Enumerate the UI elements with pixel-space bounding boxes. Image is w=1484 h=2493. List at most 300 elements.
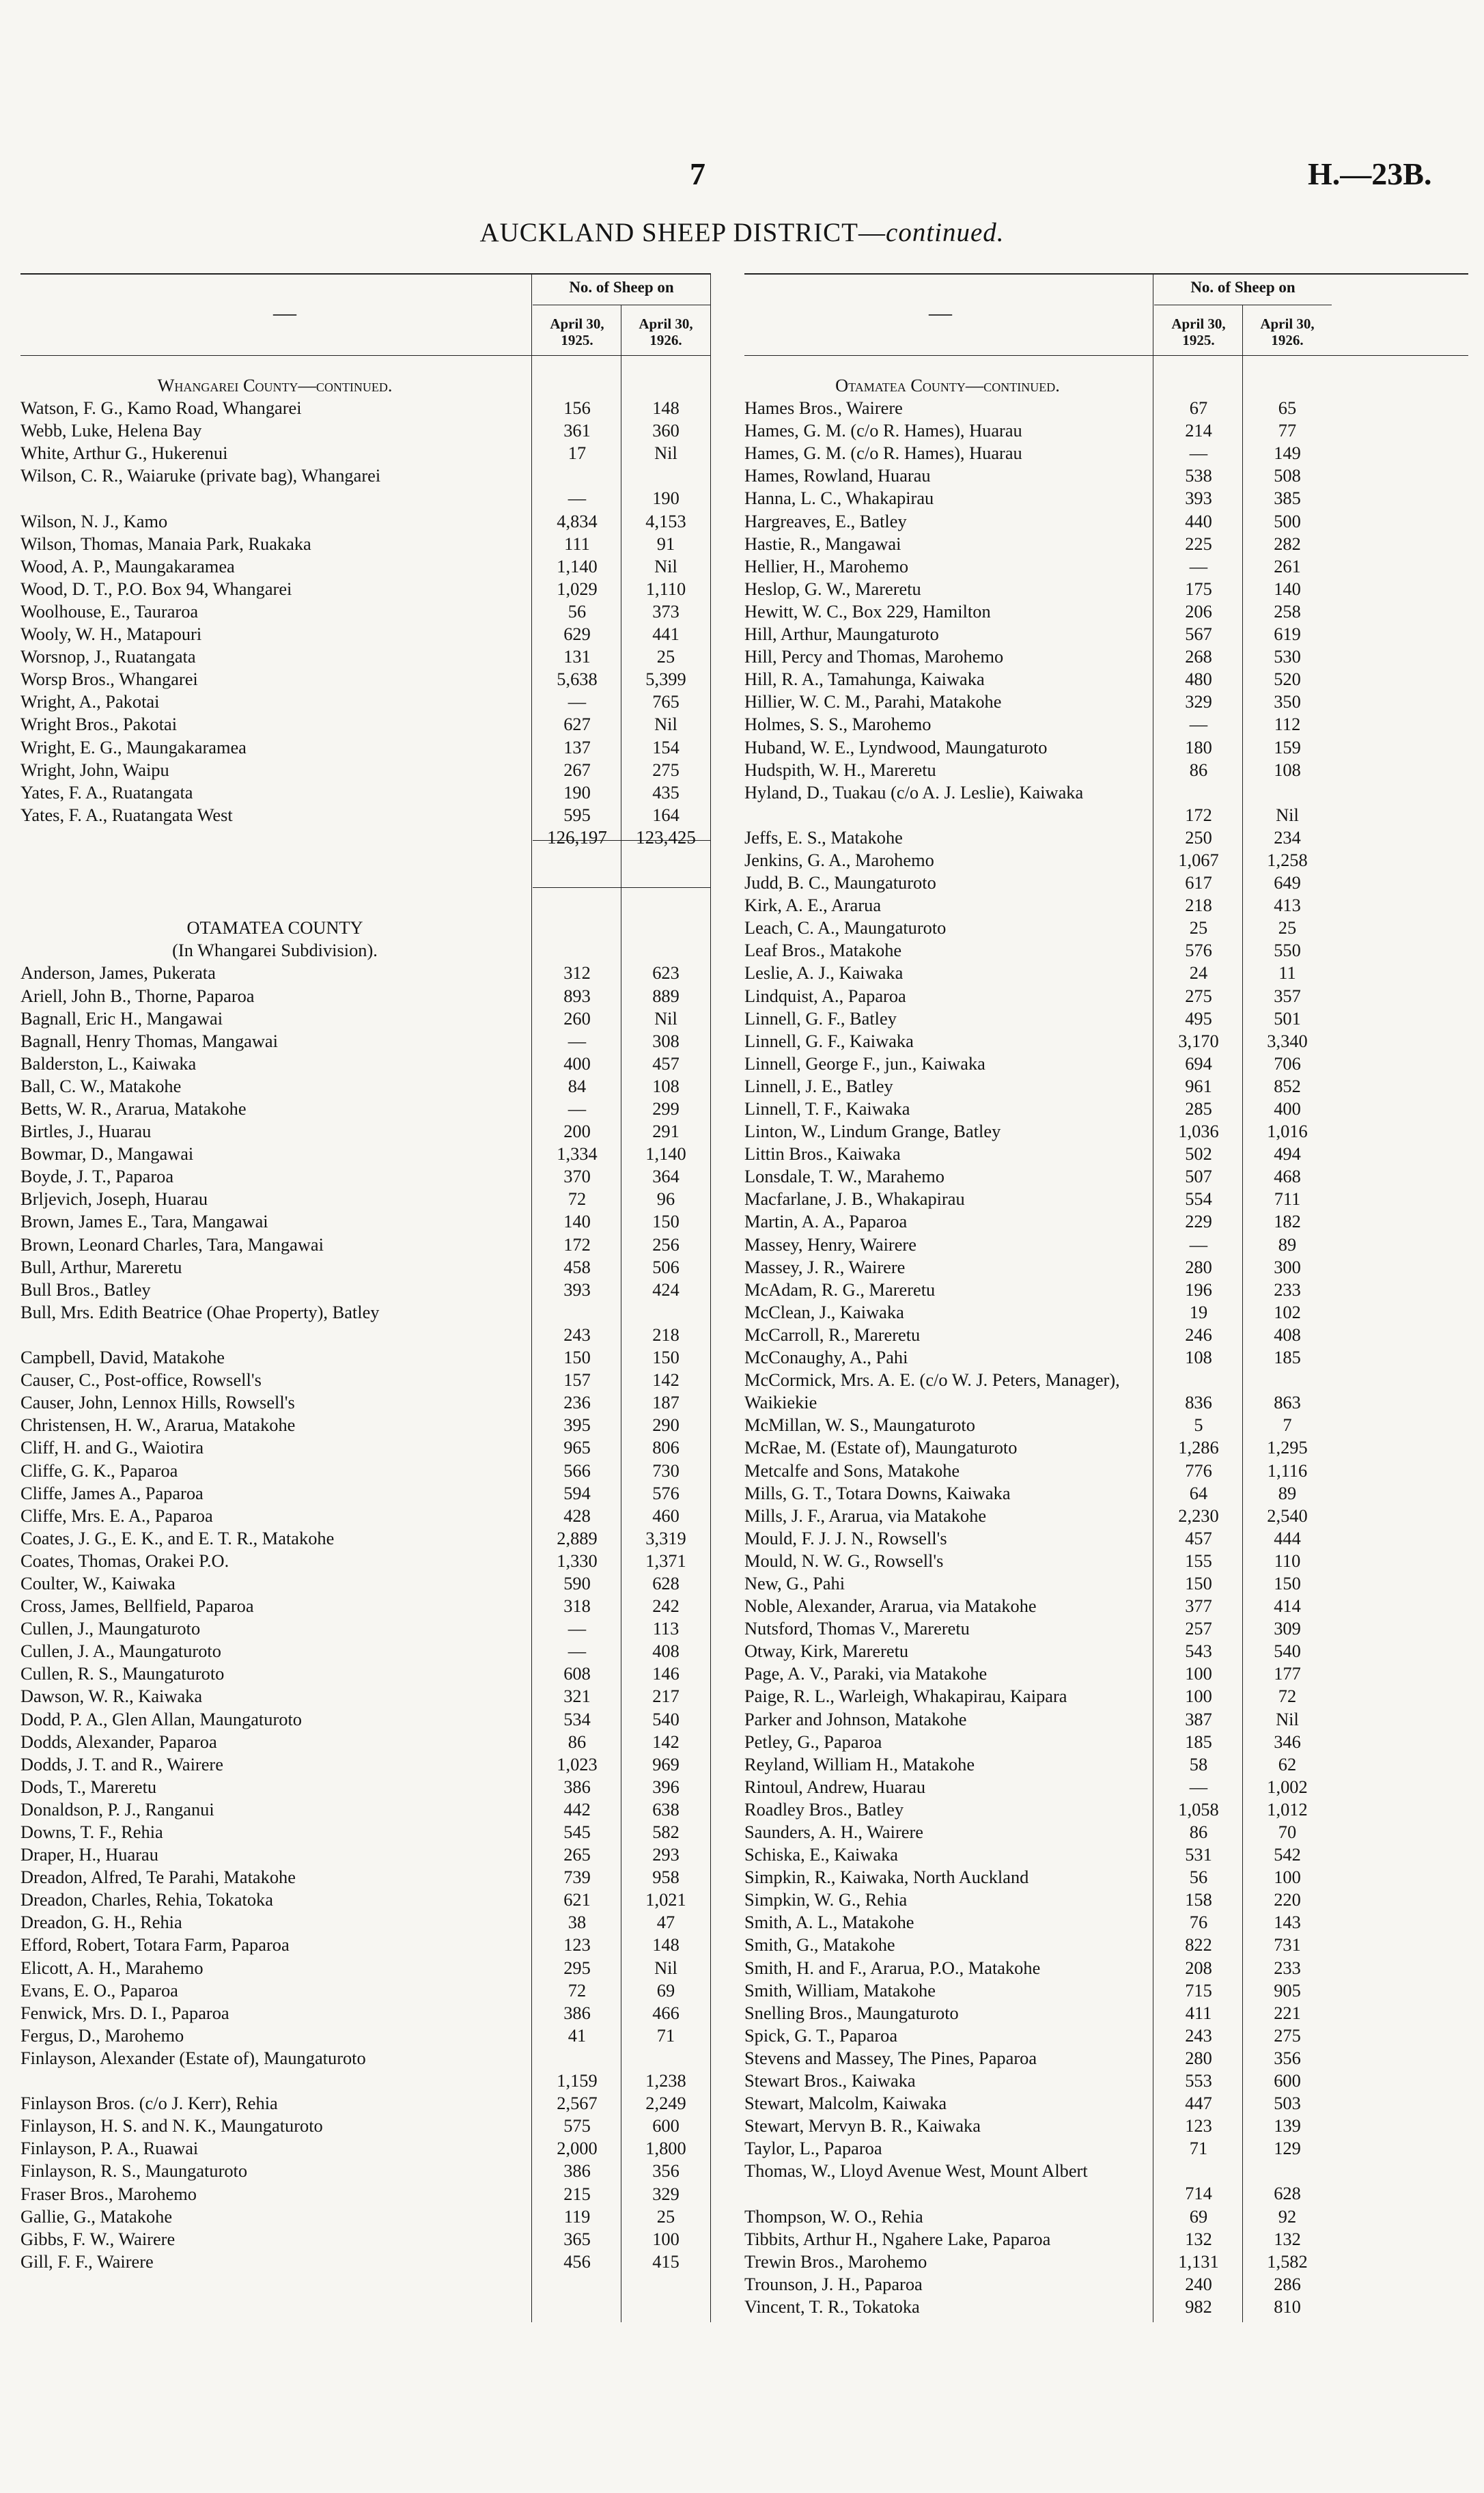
owner-name: Hill, Percy and Thomas, Marohemo bbox=[744, 646, 1004, 667]
sheep-1926: 1,582 bbox=[1267, 2251, 1308, 2272]
table-row bbox=[744, 2137, 1468, 2160]
sheep-1925: 595 bbox=[563, 804, 591, 825]
page-title-continued: continued. bbox=[886, 218, 1005, 247]
table-row bbox=[20, 1866, 710, 1889]
sheep-1925: 25 bbox=[1189, 917, 1208, 938]
sheep-1926: 540 bbox=[652, 1708, 680, 1729]
owner-name: Anderson, James, Pukerata bbox=[20, 962, 216, 984]
owner-name: Boyde, J. T., Paparoa bbox=[20, 1166, 174, 1187]
sheep-1925: — bbox=[568, 488, 587, 509]
sheep-1926: 600 bbox=[1274, 2070, 1301, 2091]
sheep-1926: 415 bbox=[652, 2251, 680, 2272]
owner-name: Thompson, W. O., Rehia bbox=[744, 2205, 923, 2227]
sheep-1925: 387 bbox=[1185, 1708, 1212, 1729]
sheep-1925: — bbox=[568, 1030, 587, 1051]
sheep-1925: 440 bbox=[1185, 510, 1212, 531]
table-row bbox=[744, 1889, 1468, 1911]
sheep-1925: 377 bbox=[1185, 1596, 1212, 1617]
sheep-1926: 129 bbox=[1274, 2138, 1301, 2159]
sheep-1925: 627 bbox=[563, 714, 591, 735]
sheep-1926: 148 bbox=[652, 1934, 680, 1955]
owner-name: Cliffe, G. K., Paparoa bbox=[20, 1460, 178, 1481]
sheep-1926: 25 bbox=[656, 2205, 675, 2227]
sheep-1926: 110 bbox=[1274, 1550, 1301, 1571]
county-heading-text: (In Whangarei Subdivision). bbox=[172, 940, 378, 961]
owner-name: Linnell, George F., jun., Kaiwaka bbox=[744, 1053, 985, 1074]
table-row bbox=[20, 1934, 710, 1956]
right-column bbox=[744, 374, 1468, 2318]
owner-name: New, G., Pahi bbox=[744, 1572, 845, 1593]
table-row bbox=[20, 1708, 710, 1731]
sheep-1925: 108 bbox=[1185, 1347, 1212, 1368]
sheep-1925: 321 bbox=[563, 1686, 591, 1707]
sheep-1925: 2,567 bbox=[557, 2093, 598, 2114]
table-row bbox=[20, 1798, 710, 1821]
sheep-1926: 600 bbox=[652, 2115, 680, 2136]
owner-name: Bull, Arthur, Mareretu bbox=[20, 1256, 182, 1277]
owner-name: Simpkin, R., Kaiwaka, North Auckland bbox=[744, 1867, 1029, 1888]
sheep-1925: 72 bbox=[568, 1188, 587, 1210]
sheep-1926: 1,012 bbox=[1267, 1798, 1308, 1820]
sheep-1926: 149 bbox=[1274, 443, 1301, 464]
sheep-1925: 608 bbox=[563, 1663, 591, 1684]
table-row bbox=[744, 645, 1468, 668]
header-bottom-rule-right bbox=[744, 355, 1468, 356]
sheep-1926: 309 bbox=[1274, 1618, 1301, 1639]
owner-name: Linnell, G. F., Kaiwaka bbox=[744, 1030, 914, 1051]
sheep-1925: 456 bbox=[563, 2251, 591, 2272]
owner-name: Causer, C., Post-office, Rowsell's bbox=[20, 1369, 262, 1391]
sheep-1925: 172 bbox=[1185, 804, 1212, 825]
sheep-1926: 958 bbox=[652, 1867, 680, 1888]
table-row bbox=[20, 1210, 710, 1233]
sheep-1925: 495 bbox=[1185, 1007, 1212, 1029]
owner-name: Bull, Mrs. Edith Beatrice (Ohae Property), Batley bbox=[20, 1301, 380, 1322]
owner-name: Evans, E. O., Paparoa bbox=[20, 1979, 178, 2001]
owner-name: Linnell, T. F., Kaiwaka bbox=[744, 1098, 910, 1119]
sheep-1926: 1,238 bbox=[645, 2070, 686, 2091]
owner-name: Page, A. V., Paraki, via Matakohe bbox=[744, 1663, 988, 1684]
owner-name: Massey, Henry, Wairere bbox=[744, 1234, 916, 1255]
sheep-1926: 540 bbox=[1274, 1641, 1301, 1662]
owner-name: Fenwick, Mrs. D. I., Paparoa bbox=[20, 2002, 229, 2023]
sheep-1926: 139 bbox=[1274, 2115, 1301, 2136]
table-row bbox=[20, 1369, 710, 1391]
sheep-1925: 157 bbox=[563, 1369, 591, 1391]
table-row bbox=[20, 1234, 710, 1256]
owner-name: Hames Bros., Wairere bbox=[744, 398, 903, 419]
sheep-1926: 286 bbox=[1274, 2273, 1301, 2294]
sheep-1925: 400 bbox=[563, 1053, 591, 1074]
table-row bbox=[744, 2002, 1468, 2024]
owner-name: Finlayson, H. S. and N. K., Maungaturoto bbox=[20, 2115, 323, 2136]
sheep-1926: 638 bbox=[652, 1798, 680, 1820]
sheep-1925: 1,334 bbox=[557, 1143, 598, 1165]
table-row bbox=[744, 1550, 1468, 1572]
sheep-1925: — bbox=[568, 1618, 587, 1639]
table-row bbox=[20, 1165, 710, 1188]
sheep-1925: 119 bbox=[563, 2205, 591, 2227]
sheep-1926: 146 bbox=[652, 1663, 680, 1684]
sheep-1925: 1,131 bbox=[1178, 2251, 1219, 2272]
table-row bbox=[744, 1821, 1468, 1843]
sheep-1925: 386 bbox=[563, 2002, 591, 2023]
sheep-1925: 250 bbox=[1185, 826, 1212, 848]
owner-name: Stewart, Malcolm, Kaiwaka bbox=[744, 2093, 947, 2114]
owner-name: Bagnall, Eric H., Mangawai bbox=[20, 1007, 223, 1029]
sheep-1926: Nil bbox=[654, 1007, 677, 1029]
sheep-1925: 2,889 bbox=[557, 1527, 598, 1548]
sheep-1925: 240 bbox=[1185, 2273, 1212, 2294]
sheep-1925: 982 bbox=[1185, 2296, 1212, 2317]
sheep-1925: 41 bbox=[568, 2024, 587, 2046]
table-row bbox=[744, 2092, 1468, 2115]
owner-name: Smith, G., Matakohe bbox=[744, 1934, 895, 1955]
table-row bbox=[20, 464, 710, 510]
table-row bbox=[20, 691, 710, 713]
sheep-1925: 24 bbox=[1189, 962, 1208, 984]
table-row bbox=[20, 985, 710, 1007]
owner-name: Stewart, Mervyn B. R., Kaiwaka bbox=[744, 2115, 981, 2136]
sheep-1926: 550 bbox=[1274, 940, 1301, 961]
sheep-1926: 373 bbox=[652, 600, 680, 622]
owner-name: Wood, A. P., Maungakaramea bbox=[20, 555, 235, 576]
spacer bbox=[20, 849, 710, 872]
sheep-1925: 567 bbox=[1185, 624, 1212, 645]
owner-name: Dawson, W. R., Kaiwaka bbox=[20, 1686, 203, 1707]
table-row bbox=[744, 1617, 1468, 1640]
owner-name: Causer, John, Lennox Hills, Rowsell's bbox=[20, 1392, 295, 1413]
sheep-1925: 554 bbox=[1185, 1188, 1212, 1210]
owner-name: Tibbits, Arthur H., Ngahere Lake, Paparoa bbox=[744, 2228, 1051, 2249]
owner-name: Holmes, S. S., Marohemo bbox=[744, 714, 932, 735]
sheep-1926: 806 bbox=[652, 1437, 680, 1458]
owner-name: Hanna, L. C., Whakapirau bbox=[744, 488, 934, 509]
spacer bbox=[20, 872, 710, 894]
sheep-1926: 25 bbox=[1278, 917, 1297, 938]
sheep-1925: 123 bbox=[1185, 2115, 1212, 2136]
sheep-1926: 619 bbox=[1274, 624, 1301, 645]
table-row bbox=[20, 804, 710, 826]
sheep-1925: 58 bbox=[1189, 1753, 1208, 1774]
sheep-1926: 329 bbox=[652, 2183, 680, 2204]
sheep-1926: 71 bbox=[656, 2024, 675, 2046]
owner-name: Wilson, N. J., Kamo bbox=[20, 510, 168, 531]
sheep-1926: 1,140 bbox=[645, 1143, 686, 1165]
owner-name: McCarroll, R., Mareretu bbox=[744, 1324, 921, 1345]
sheep-1925: 172 bbox=[563, 1234, 591, 1255]
table-row bbox=[744, 1030, 1468, 1053]
sheep-1925: 275 bbox=[1185, 985, 1212, 1006]
sheep-1925: 442 bbox=[563, 1798, 591, 1820]
sheep-1926: 1,295 bbox=[1267, 1437, 1308, 1458]
owner-name: Snelling Bros., Maungaturoto bbox=[744, 2002, 959, 2023]
owner-name: Bull Bros., Batley bbox=[20, 1279, 151, 1300]
table-row bbox=[744, 2296, 1468, 2318]
owner-name: Watson, F. G., Kamo Road, Whangarei bbox=[20, 398, 302, 419]
sheep-1925: — bbox=[1189, 443, 1208, 464]
table-row bbox=[744, 1595, 1468, 1617]
table-row bbox=[20, 1075, 710, 1098]
owner-name: Vincent, T. R., Tokatoka bbox=[744, 2296, 920, 2317]
sheep-1926: 424 bbox=[652, 1279, 680, 1300]
owner-name: Heslop, G. W., Mareretu bbox=[744, 578, 921, 599]
sheep-1925: 280 bbox=[1185, 2047, 1212, 2068]
sheep-1926: 221 bbox=[1274, 2002, 1301, 2023]
sheep-1925: 200 bbox=[563, 1121, 591, 1142]
table-row bbox=[744, 1934, 1468, 1956]
sheep-1926: 468 bbox=[1274, 1166, 1301, 1187]
sheep-1925: 411 bbox=[1185, 2002, 1212, 2023]
sheep-1926: 182 bbox=[1274, 1211, 1301, 1232]
sheep-1926: 190 bbox=[652, 488, 680, 509]
table-row bbox=[20, 1731, 710, 1753]
table-row bbox=[744, 872, 1468, 894]
table-row bbox=[744, 917, 1468, 939]
sheep-1925: 1,067 bbox=[1178, 849, 1219, 870]
sheep-1925: 538 bbox=[1185, 465, 1212, 486]
owner-name: Finlayson, P. A., Ruawai bbox=[20, 2138, 199, 2159]
sheep-1926: 220 bbox=[1274, 1889, 1301, 1910]
sheep-1925: 196 bbox=[1185, 1279, 1212, 1300]
sheep-1925: 229 bbox=[1185, 1211, 1212, 1232]
sheep-1926: 185 bbox=[1274, 1347, 1301, 1368]
sheep-1926: 89 bbox=[1278, 1482, 1297, 1503]
sheep-1926: 100 bbox=[1274, 1867, 1301, 1888]
owner-name: Cullen, J., Maungaturoto bbox=[20, 1618, 201, 1639]
section-heading bbox=[20, 374, 710, 397]
table-row bbox=[744, 1572, 1468, 1595]
table-row bbox=[744, 1505, 1468, 1527]
owner-name: Spick, G. T., Paparoa bbox=[744, 2024, 898, 2046]
sheep-1926: 108 bbox=[1274, 759, 1301, 780]
owner-name: Simpkin, W. G., Rehia bbox=[744, 1889, 908, 1910]
owner-name: Huband, W. E., Lyndwood, Maungaturoto bbox=[744, 736, 1048, 757]
table-row bbox=[20, 2024, 710, 2047]
table-row bbox=[20, 623, 710, 645]
table-row bbox=[744, 1436, 1468, 1459]
left-column bbox=[20, 374, 710, 2273]
owner-name: Downs, T. F., Rehia bbox=[20, 1822, 163, 1842]
owner-name: Brown, Leonard Charles, Tara, Mangawai bbox=[20, 1234, 324, 1255]
owner-name: Paige, R. L., Warleigh, Whakapirau, Kaipara bbox=[744, 1686, 1067, 1707]
sheep-1925: 17 bbox=[568, 443, 587, 464]
sheep-1925: 590 bbox=[563, 1572, 591, 1593]
table-row bbox=[744, 1256, 1468, 1279]
sheep-1926: 969 bbox=[652, 1753, 680, 1774]
owner-name: Lindquist, A., Paparoa bbox=[744, 985, 906, 1006]
county-heading-text: OTAMATEA COUNTY bbox=[186, 917, 363, 938]
sheep-1926: 1,002 bbox=[1267, 1776, 1308, 1797]
section-heading-text: Otamatea County—continued. bbox=[835, 375, 1060, 395]
table-row bbox=[744, 1053, 1468, 1075]
owner-name: Hill, R. A., Tamahunga, Kaiwaka bbox=[744, 669, 985, 690]
sheep-1926: 65 bbox=[1278, 398, 1297, 419]
header-group-label: No. of Sheep on bbox=[1190, 279, 1296, 296]
table-row bbox=[744, 1234, 1468, 1256]
table-row bbox=[744, 1414, 1468, 1436]
owner-name: Mould, N. W. G., Rowsell's bbox=[744, 1550, 944, 1571]
table-row bbox=[744, 2251, 1468, 2273]
table-row bbox=[20, 1550, 710, 1572]
owner-name: Wright Bros., Pakotai bbox=[20, 714, 178, 735]
sheep-1925: 1,159 bbox=[557, 2070, 598, 2091]
sheep-1926: 218 bbox=[652, 1324, 680, 1345]
table-row bbox=[744, 1911, 1468, 1934]
sheep-1925: 543 bbox=[1185, 1641, 1212, 1662]
table-row bbox=[744, 1708, 1468, 1731]
sheep-1926: 300 bbox=[1274, 1256, 1301, 1277]
table-row bbox=[744, 1979, 1468, 2002]
table-row bbox=[20, 1143, 710, 1165]
sheep-1925: 1,029 bbox=[557, 578, 598, 599]
table-row bbox=[20, 1301, 710, 1346]
sheep-1926: 5,399 bbox=[645, 669, 686, 690]
table-row bbox=[744, 2115, 1468, 2137]
table-row bbox=[744, 487, 1468, 510]
table-row bbox=[20, 1662, 710, 1685]
owner-name: Mills, G. T., Totara Downs, Kaiwaka bbox=[744, 1482, 1011, 1503]
sheep-1925: 617 bbox=[1185, 872, 1212, 893]
sheep-1925: 260 bbox=[563, 1007, 591, 1029]
sheep-1926: 576 bbox=[652, 1482, 680, 1503]
sheep-1925: 365 bbox=[563, 2228, 591, 2249]
page-number: 7 bbox=[690, 156, 705, 191]
owner-name: Dods, T., Mareretu bbox=[20, 1776, 157, 1797]
table-row bbox=[20, 2205, 710, 2228]
owner-name: Betts, W. R., Ararua, Matakohe bbox=[20, 1098, 247, 1119]
owner-name: Brown, James E., Tara, Mangawai bbox=[20, 1211, 268, 1232]
owner-name: White, Arthur G., Hukerenui bbox=[20, 443, 228, 464]
table-row bbox=[20, 442, 710, 464]
sheep-1925: 312 bbox=[563, 962, 591, 984]
table-row bbox=[744, 533, 1468, 555]
owner-name: Cliffe, James A., Paparoa bbox=[20, 1482, 204, 1503]
sheep-1926: 102 bbox=[1274, 1301, 1301, 1322]
sheep-1925: 132 bbox=[1185, 2228, 1212, 2249]
table-row bbox=[744, 1662, 1468, 1685]
header-col-1926: April 30, 1926. bbox=[639, 316, 693, 348]
sheep-1926: 89 bbox=[1278, 1234, 1297, 1255]
sheep-1925: 361 bbox=[563, 420, 591, 441]
owner-name: Saunders, A. H., Wairere bbox=[744, 1822, 923, 1842]
sheep-1926: 242 bbox=[652, 1596, 680, 1617]
owner-name: Cliffe, Mrs. E. A., Paparoa bbox=[20, 1505, 213, 1526]
top-rule-left bbox=[20, 273, 710, 275]
sheep-1925: 111 bbox=[564, 533, 590, 554]
sheep-1926: 112 bbox=[1274, 714, 1301, 735]
sheep-1926: 350 bbox=[1274, 691, 1301, 712]
table-row bbox=[20, 1460, 710, 1482]
owner-name: Worsnop, J., Ruatangata bbox=[20, 646, 196, 667]
table-row bbox=[20, 1753, 710, 1776]
sheep-1925: 575 bbox=[563, 2115, 591, 2136]
spacer bbox=[20, 894, 710, 917]
table-row bbox=[744, 2273, 1468, 2296]
county-heading bbox=[20, 917, 710, 939]
table-row bbox=[20, 1436, 710, 1459]
sheep-1925: 295 bbox=[563, 1957, 591, 1978]
table-row bbox=[744, 397, 1468, 419]
owner-name: Jeffs, E. S., Matakohe bbox=[744, 826, 903, 848]
table-row bbox=[744, 600, 1468, 623]
sheep-1925: 206 bbox=[1185, 600, 1212, 622]
owner-name: Efford, Robert, Totara Farm, Paparoa bbox=[20, 1934, 290, 1955]
sheep-1925: 67 bbox=[1189, 398, 1208, 419]
sheep-1926: 142 bbox=[652, 1731, 680, 1752]
table-row bbox=[744, 442, 1468, 464]
sheep-1926: 730 bbox=[652, 1460, 680, 1481]
table-row bbox=[20, 1505, 710, 1527]
table-row bbox=[20, 2160, 710, 2182]
owner-name: Christensen, H. W., Ararua, Matakohe bbox=[20, 1415, 296, 1436]
owner-name: Noble, Alexander, Ararua, via Matakohe bbox=[744, 1596, 1037, 1617]
owner-name: Wilson, C. R., Waiaruke (private bag), Whangarei bbox=[20, 465, 381, 486]
owner-name: Macfarlane, J. B., Whakapirau bbox=[744, 1188, 965, 1210]
sheep-1926: 1,116 bbox=[1267, 1460, 1308, 1481]
owner-name: McConaughy, A., Pahi bbox=[744, 1347, 908, 1368]
sheep-1925: 3,170 bbox=[1178, 1030, 1219, 1051]
owner-name: Birtles, J., Huarau bbox=[20, 1121, 152, 1142]
sheep-1925: — bbox=[1189, 714, 1208, 735]
table-row bbox=[20, 1346, 710, 1369]
sheep-1925: 100 bbox=[1185, 1663, 1212, 1684]
sheep-1925: — bbox=[1189, 1234, 1208, 1255]
owner-name: Hill, Arthur, Maungaturoto bbox=[744, 624, 939, 645]
table-row bbox=[744, 894, 1468, 917]
owner-name: Webb, Luke, Helena Bay bbox=[20, 420, 202, 441]
owner-name: Wright, A., Pakotai bbox=[20, 691, 160, 712]
sheep-1925: 156 bbox=[563, 398, 591, 419]
owner-name: Dodds, Alexander, Paparoa bbox=[20, 1731, 217, 1752]
sheep-1926: 70 bbox=[1278, 1822, 1297, 1842]
sheep-1925: 56 bbox=[568, 600, 587, 622]
table-row bbox=[744, 578, 1468, 600]
table-row bbox=[20, 1572, 710, 1595]
table-row bbox=[744, 1279, 1468, 1301]
sheep-1926: Nil bbox=[1276, 804, 1299, 825]
owner-name: Dreadon, Alfred, Te Parahi, Matakohe bbox=[20, 1867, 296, 1888]
table-row bbox=[744, 1098, 1468, 1120]
table-row bbox=[20, 1957, 710, 1979]
table-row bbox=[744, 2024, 1468, 2047]
owner-name: Bowmar, D., Mangawai bbox=[20, 1143, 194, 1165]
owner-name: Yates, F. A., Ruatangata West bbox=[20, 804, 233, 825]
sheep-1925: 594 bbox=[563, 1482, 591, 1503]
sheep-1926: 282 bbox=[1274, 533, 1301, 554]
sheep-1926: 143 bbox=[1274, 1912, 1301, 1933]
owner-name: Coates, Thomas, Orakei P.O. bbox=[20, 1550, 229, 1571]
table-row bbox=[20, 1911, 710, 1934]
sheep-1926: 1,800 bbox=[645, 2138, 686, 2159]
sheep-1926: 889 bbox=[652, 985, 680, 1006]
sheep-1925: 137 bbox=[563, 736, 591, 757]
sheep-1926: Nil bbox=[654, 1957, 677, 1978]
sheep-1925: 71 bbox=[1189, 2138, 1208, 2159]
sheep-1926: 346 bbox=[1274, 1731, 1301, 1752]
sheep-1925: 76 bbox=[1189, 1912, 1208, 1933]
sheep-1926: 542 bbox=[1274, 1844, 1301, 1865]
table-row bbox=[20, 1776, 710, 1798]
owner-name: Rintoul, Andrew, Huarau bbox=[744, 1776, 926, 1797]
table-row bbox=[20, 645, 710, 668]
document-reference: H.—23B. bbox=[1308, 156, 1432, 191]
owner-name: Gill, F. F., Wairere bbox=[20, 2251, 154, 2272]
sheep-1926: 508 bbox=[1274, 465, 1301, 486]
sheep-1925: 86 bbox=[568, 1731, 587, 1752]
sheep-1926: 357 bbox=[1274, 985, 1301, 1006]
owner-name: Donaldson, P. J., Ranganui bbox=[20, 1798, 214, 1820]
